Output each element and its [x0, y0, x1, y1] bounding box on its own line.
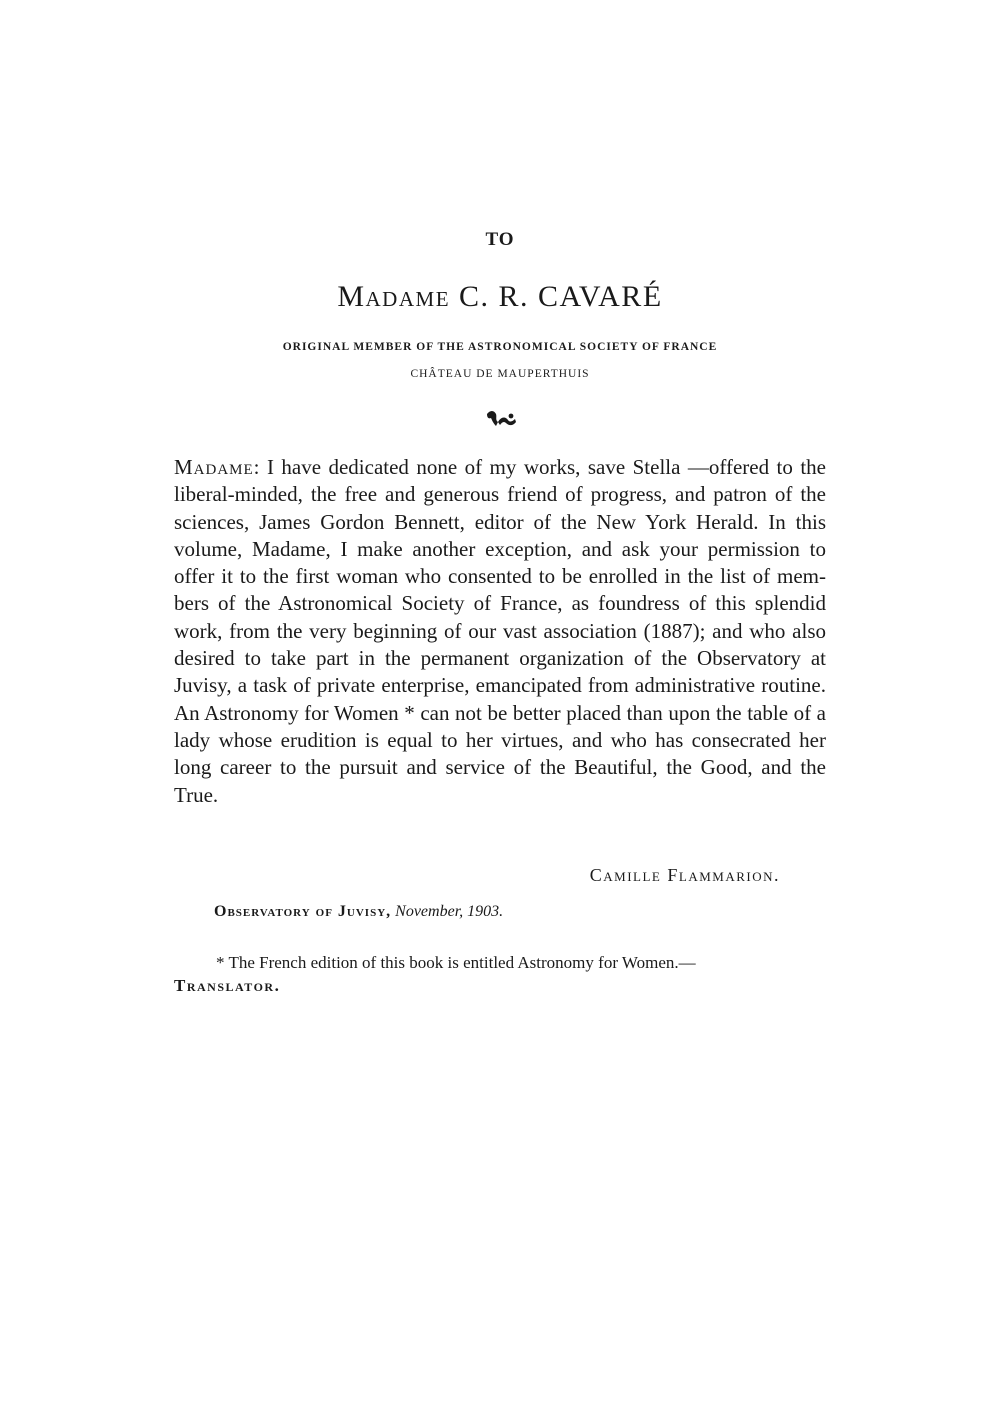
- footnote-credit: Translator.: [174, 976, 281, 995]
- dateline-date: November, 1903.: [395, 903, 504, 920]
- dedicatee-residence: CHÂTEAU DE MAUPERTHUIS: [410, 368, 590, 380]
- dedicatee-membership: ORIGINAL MEMBER OF THE ASTRONOMICAL SOCIETY OF FRANCE: [282, 341, 718, 353]
- footnote: [174, 951, 834, 997]
- footnote-text: * The French edition of this book is entitled Astronomy for Women.—: [216, 953, 696, 972]
- fleuron-ornament-icon: [484, 408, 518, 430]
- dedicatee-title: Madame: [337, 280, 451, 313]
- dedicatee-surname: C. R. CAVARÉ: [459, 280, 663, 313]
- signature: Camille Flammarion.: [589, 865, 780, 885]
- salutation: Madame: [174, 455, 254, 479]
- dedication-body: : I have dedicated none of my works, save Stella —offered to the liberal-minded, the free and generous friend of progress, and patron of the sciences, James Gordon Bennett, editor of the New York Herald. In this volume, Madame, I make another exception, and ask your permission to offer it to the first woman who consented to be enrolled in the list of members of the Astronomical Society of France, as foundress of this splendid work, from the very beginning of our vast association (1887); and who also desired to take part in the permanent organization of the Observatory at Juvisy, a task of private enterprise, emancipated from administrative routine. An Astronomy for Women * can not be better placed than upon the table of a lady whose erudition is equal to her virtues, and who has consecrated her long career to the pursuit and service of the Beautiful, the Good, and the True.: [174, 455, 826, 807]
- dedication-text: [174, 454, 826, 809]
- dateline: [214, 903, 503, 921]
- dateline-place: Observatory of Juvisy,: [214, 903, 392, 920]
- dedication-to: TO: [485, 229, 515, 250]
- dedicatee-name: [0, 280, 1000, 314]
